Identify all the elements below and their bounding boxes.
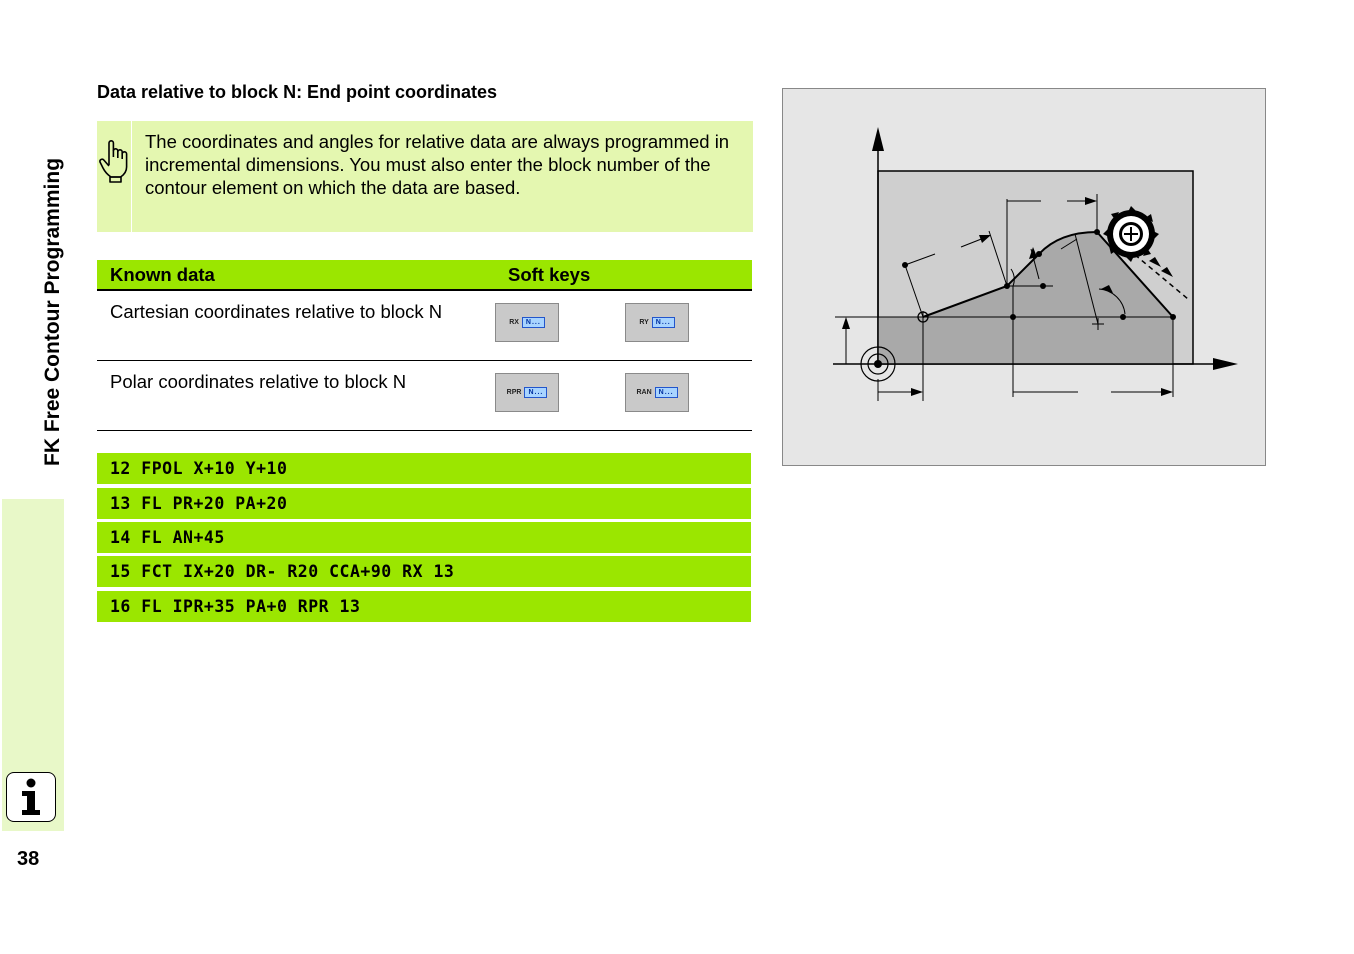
softkey-rx[interactable]: RX N... (495, 303, 559, 342)
code-line: 12 FPOL X+10 Y+10 (97, 453, 751, 484)
row-label: Cartesian coordinates relative to block N (97, 290, 495, 361)
section-heading: Data relative to block N: End point coordinates (97, 82, 498, 102)
table-row (97, 290, 752, 361)
chapter-title: FK Free Contour Programming (41, 157, 64, 466)
header-known-data: Known data (97, 260, 495, 290)
table-row (97, 361, 752, 431)
page-number: 38 (17, 848, 40, 870)
code-line: 13 FL PR+20 PA+20 (97, 488, 751, 519)
pointing-hand-icon (97, 135, 131, 183)
contour-diagram (782, 88, 1266, 466)
code-line: 16 FL IPR+35 PA+0 RPR 13 (97, 591, 751, 622)
code-line: 14 FL AN+45 (97, 522, 751, 553)
info-icon (6, 772, 56, 822)
softkey-ry[interactable]: RY N... (625, 303, 689, 342)
note-box (97, 121, 753, 232)
softkey-rpr[interactable]: RPR N... (495, 373, 559, 412)
cutter-icon (1103, 206, 1159, 262)
softkey-ran[interactable]: RAN N... (625, 373, 689, 412)
known-data-table (97, 260, 752, 431)
code-line: 15 FCT IX+20 DR- R20 CCA+90 RX 13 (97, 556, 751, 587)
header-soft-keys: Soft keys (495, 260, 752, 290)
note-text: The coordinates and angles for relative data are always programmed in incremental dimensions. You must also enter the block number of the contour element on which the data are based. (145, 131, 730, 198)
row-label: Polar coordinates relative to block N (97, 361, 495, 431)
